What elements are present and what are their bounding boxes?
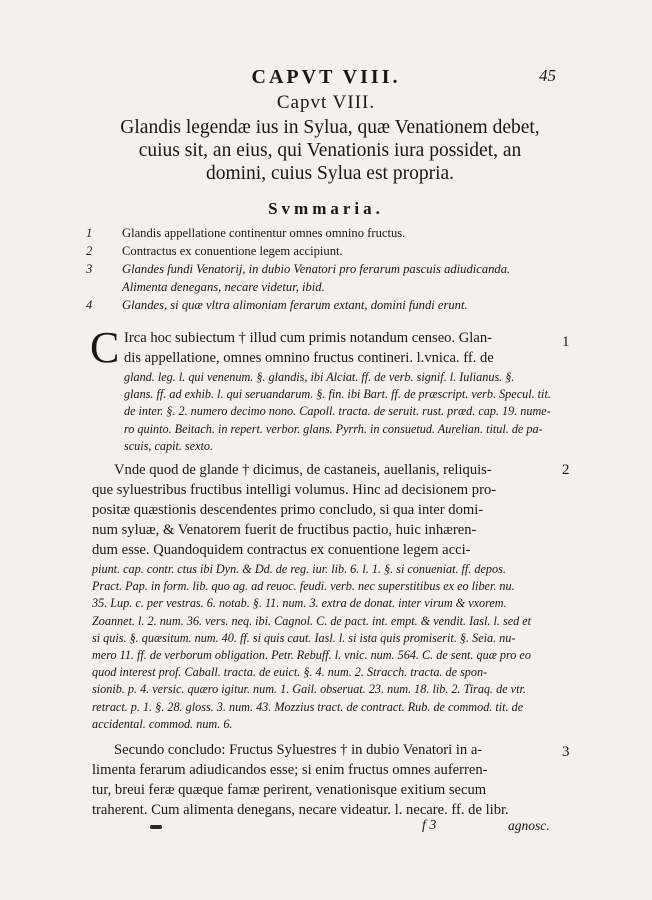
signature-mark: f 3 — [422, 818, 437, 833]
chapter-title — [100, 116, 560, 185]
page-number: 45 — [539, 66, 556, 85]
summary-text: Alimenta denegans, necare videtur, ibid. — [122, 280, 325, 294]
text-line: Zoannet. l. 2. num. 36. vers. neq. ibi. Cagnol. C. de pact. int. empt. & vendit. Iasl. l. sed et — [92, 613, 532, 628]
text-line: traherent. Cum alimenta denegans, necare videatur. l. necare. ff. de libr. — [92, 802, 509, 818]
summary-item — [86, 226, 566, 244]
margin-number: 2 — [562, 462, 570, 478]
text-line: Pract. Pap. in form. lib. quo ag. ad reuoc. feudi. verb. nec superstitibus ex eo liber. nu. — [92, 579, 515, 594]
summary-number: 4 — [86, 298, 93, 312]
margin-number: 1 — [562, 334, 570, 350]
summary-text: Contractus ex conuentione legem accipiunt. — [122, 244, 343, 258]
summary-item — [86, 298, 566, 316]
text-line: sionib. p. 4. versic. quæro igitur. num. 1. Gail. obseruat. 23. num. 18. lib. 2. Tiraq. de vtr. — [92, 682, 526, 697]
summary-text: Glandes, si quæ vltra alimoniam ferarum extant, domini fundi erunt. — [122, 298, 468, 312]
summary-text: Glandes fundi Venatorij, in dubio Venatori pro ferarum pascuis adiudicanda. — [122, 262, 511, 276]
summary-number: 2 — [86, 244, 93, 258]
text-line: dis appellatione, omnes omnino fructus contineri. l.vnica. ff. de — [124, 350, 494, 366]
summary-item — [86, 262, 566, 280]
text-line: glans. ff. ad exhib. l. qui seruandarum. §. fin. ibi Bart. ff. de præscript. verb. Specul. tit. — [124, 387, 551, 402]
text-line: scuis, capit. sexto. — [124, 438, 214, 453]
ink-blot — [150, 825, 162, 829]
paragraph-3 — [92, 742, 558, 822]
text-line: dum esse. Quandoquidem contractus ex conuentione legem acci- — [92, 542, 471, 558]
text-line: retract. p. 1. §. 28. gloss. 3. num. 43. Mozzius tract. de contract. Rub. de commod. tit. de — [92, 699, 524, 714]
text-line: limenta ferarum adiudicandos esse; si enim fructus omnes auferren- — [92, 762, 488, 778]
title-line: Glandis legendæ ius in Sylua, quæ Venationem debet, — [120, 117, 540, 138]
text-line: Irca hoc subiectum † illud cum primis notandum censeo. Glan- — [124, 330, 492, 346]
text-line: gland. leg. l. qui venenum. §. glandis, ibi Alciat. ff. de verb. signif. l. Iulianus. §. — [124, 370, 515, 384]
text-line: si quis. §. quæsitum. num. 40. ff. si quis caut. Iasl. l. si ista quis promiserit. §. Seia. nu- — [92, 630, 516, 645]
summary-text: Glandis appellatione continentur omnes omnino fructus. — [122, 226, 406, 240]
text-line: Vnde quod de glande † dicimus, de castaneis, auellanis, reliquis- — [114, 462, 492, 478]
text-line: ro quinto. Beitach. in repert. verbor. glans. Pyrrh. in consuetud. Aurelian. titul. de pa- — [124, 421, 543, 436]
paragraph-1 — [124, 330, 558, 456]
text-line: 35. Lup. c. per vestras. 6. notab. §. 11. num. 3. extra de donat. inter virum & vxorem. — [92, 596, 507, 611]
summary-item — [86, 244, 566, 262]
margin-number: 3 — [562, 744, 570, 760]
running-head: CAPVT VIII. — [251, 66, 401, 88]
text-line: quod interest prof. Caball. tracta. de euict. §. 4. num. 2. Stracch. tracta. de spon- — [92, 665, 488, 680]
chapter-label: Capvt VIII. — [276, 92, 376, 113]
text-line: positæ quæstionis descendentes primo concludo, si qua inter domi- — [92, 502, 484, 518]
title-line: cuius sit, an eius, qui Venationis iura possidet, an — [138, 140, 522, 161]
text-line: mero 11. ff. de verborum obligation. Petr. Rebuff. l. vnic. num. 564. C. de sent. quæ pro eo — [92, 647, 531, 662]
drop-cap: C — [90, 323, 120, 372]
text-line: Secundo concludo: Fructus Syluestres † in dubio Venatori in a- — [114, 742, 483, 758]
summary-number: 3 — [86, 262, 93, 276]
summary-number: 1 — [86, 226, 93, 240]
summary-item — [86, 280, 566, 298]
text-line: num syluæ, & Venatorem fuerit de fructibus pactio, huic inhæren- — [92, 522, 477, 538]
title-line: domini, cuius Sylua est propria. — [205, 163, 455, 184]
summaria-heading: Svmmaria. — [268, 199, 384, 218]
text-line: que syluestribus fructibus intelligi volumus. Hinc ad decisionem pro- — [92, 482, 497, 498]
paragraph-2 — [92, 462, 558, 734]
text-line: piunt. cap. contr. ctus ibi Dyn. & Dd. de reg. iur. lib. 6. l. 1. §. si conueniat. ff. depos. — [92, 562, 506, 576]
catchword: agnosc. — [508, 818, 550, 833]
text-line: accidental. commod. num. 6. — [92, 716, 233, 731]
text-line: de inter. §. 2. numero decimo nono. Capoll. tracta. de seruit. rust. præd. cap. 19. nume- — [124, 404, 551, 419]
summary-list — [86, 226, 566, 316]
text-line: tur, breui feræ quæque famæ perirent, venationisque exitium secum — [92, 782, 487, 798]
